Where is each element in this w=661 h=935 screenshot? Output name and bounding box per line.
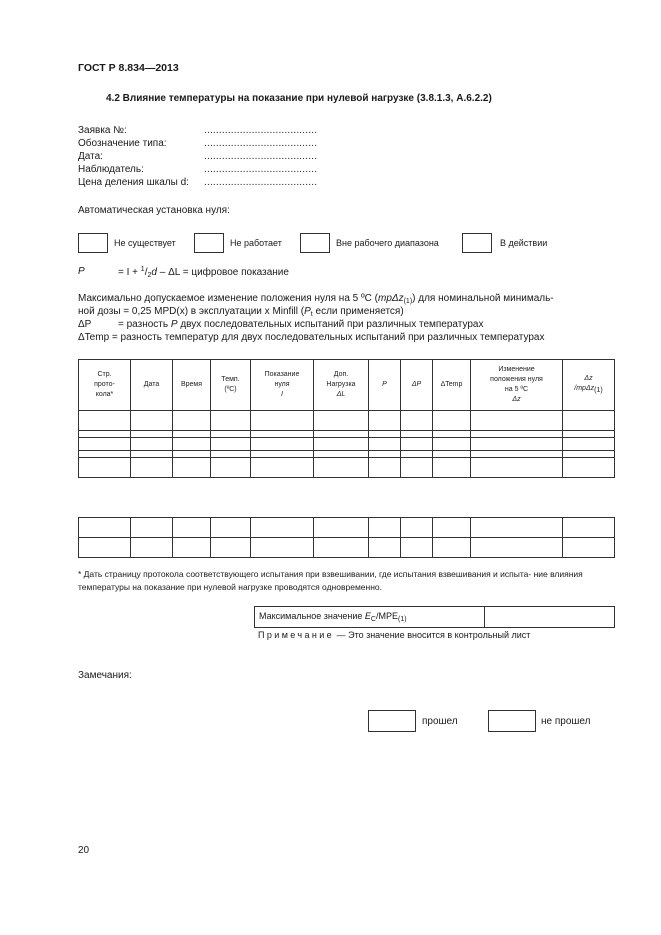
col-header-ratio: Δz /mpΔz(1) (563, 360, 615, 411)
option-label-not-exists: Не существует (114, 238, 176, 248)
col-header-date: Дата (131, 360, 173, 411)
field-value-scale-division[interactable]: ...................................... (204, 177, 318, 188)
desc-l3b: = разность (118, 319, 171, 330)
table-row[interactable] (79, 458, 615, 478)
option-label-in-operation: В действии (500, 238, 548, 248)
desc-l3a: ΔP (78, 319, 92, 330)
note-body: — Это значение вносится в контрольный лист (334, 630, 531, 640)
standard-code: ГОСТ Р 8.834—2013 (78, 62, 179, 74)
table-footnote: * Дать страницу протокола соответствующего испытания при взвешивании, где испытания взвешивания и испыта- ние влияния температуры на показание при нулевой нагрузке проводятся одновременно. (78, 569, 583, 592)
auto-zero-title: Автоматическая установка нуля: (78, 205, 230, 216)
desc-l2b: P (304, 306, 311, 317)
desc-l1b: mpΔz (377, 293, 404, 304)
description-line-3 (78, 319, 616, 332)
col-header-reading: Показание нуля I (251, 360, 314, 411)
formula-d: d (151, 267, 157, 278)
option-label-out-of-range: Вне рабочего диапазона (336, 238, 439, 248)
desc-l3d: двух последовательных испытаний при различных температурах (177, 319, 484, 330)
col-header-zero-change: Изменение положения нуля на 5 ºC Δz (471, 360, 563, 411)
fail-label: не прошел (541, 716, 591, 727)
note-prefix: Примечание (258, 630, 335, 640)
desc-l2d: если применяется) (312, 306, 404, 317)
formula-fraction-numerator: 1 (140, 266, 145, 273)
field-label-type: Обозначение типа: (78, 138, 167, 149)
checkbox-out-of-range[interactable] (300, 233, 330, 253)
measurement-table-group-3 (78, 517, 615, 558)
table-row[interactable] (79, 518, 615, 538)
formula-symbol: P (78, 266, 85, 277)
desc-l2c: t (310, 311, 313, 318)
table-row[interactable] (79, 538, 615, 558)
field-label-date: Дата: (78, 151, 103, 162)
formula-expression: = $I + ^1/_2d - \Delta L$ = цифровое показание (118, 266, 289, 279)
measurement-table-group-2 (78, 437, 615, 478)
formula-fraction-denominator: 2 (147, 272, 152, 279)
pass-checkbox[interactable] (368, 710, 416, 732)
remarks-label: Замечания: (78, 670, 132, 681)
field-value-type[interactable]: ...................................... (204, 138, 318, 149)
field-label-observer: Наблюдатель: (78, 164, 144, 175)
col-header-page: Стр. прото- кола* (79, 360, 131, 411)
formula-meaning: = цифровое показание (179, 267, 289, 278)
max-value-label: Максимальное значение $E_C/MPE_{(1)}$ (255, 607, 485, 628)
pass-label: прошел (422, 716, 458, 727)
field-label-scale-division: Цена деления шкалы d: (78, 177, 189, 188)
col-header-time: Время (173, 360, 211, 411)
desc-l2a: ной дозы = 0,25 MPD(x) в эксплуатации x Minfill ( (78, 306, 305, 317)
col-header-dtemp: ΔTemp (433, 360, 471, 411)
note-text (258, 630, 530, 640)
desc-l1a: Максимально допускаемое изменение положения нуля на 5 ºC ( (78, 293, 378, 304)
section-title: 4.2 Влияние температуры на показание при нулевой нагрузке (3.8.1.3, А.6.2.2) (106, 93, 492, 104)
formula-minus: – ΔL (156, 267, 180, 278)
col-header-dp: ΔP (401, 360, 433, 411)
max-value-input[interactable] (485, 607, 615, 628)
checkbox-in-operation[interactable] (462, 233, 492, 253)
col-header-add-load: Доп. Нагрузка ΔL (314, 360, 369, 411)
desc-l1c: (1) (403, 298, 413, 305)
desc-l1d: ) для номинальной минималь- (412, 293, 554, 304)
col-header-temp: Темп. (ºC) (211, 360, 251, 411)
page-number: 20 (78, 845, 90, 856)
field-value-observer[interactable]: ...................................... (204, 164, 318, 175)
table-row[interactable] (79, 411, 615, 431)
description-line-4: ΔTemp = разность температур для двух последовательных испытаний при различных температурах (78, 332, 545, 343)
table-row[interactable] (79, 438, 615, 458)
field-value-application[interactable]: ...................................... (204, 125, 318, 136)
checkbox-not-working[interactable] (194, 233, 224, 253)
table-header-row (79, 360, 615, 411)
desc-l3c: P (170, 319, 178, 330)
field-value-date[interactable]: ...................................... (204, 151, 318, 162)
field-label-application: Заявка №: (78, 125, 127, 136)
max-value-table (254, 606, 615, 628)
fail-checkbox[interactable] (488, 710, 536, 732)
col-header-p: P (369, 360, 401, 411)
option-label-not-working: Не работает (230, 238, 282, 248)
formula-eq: = I + (118, 267, 139, 278)
checkbox-not-exists[interactable] (78, 233, 108, 253)
